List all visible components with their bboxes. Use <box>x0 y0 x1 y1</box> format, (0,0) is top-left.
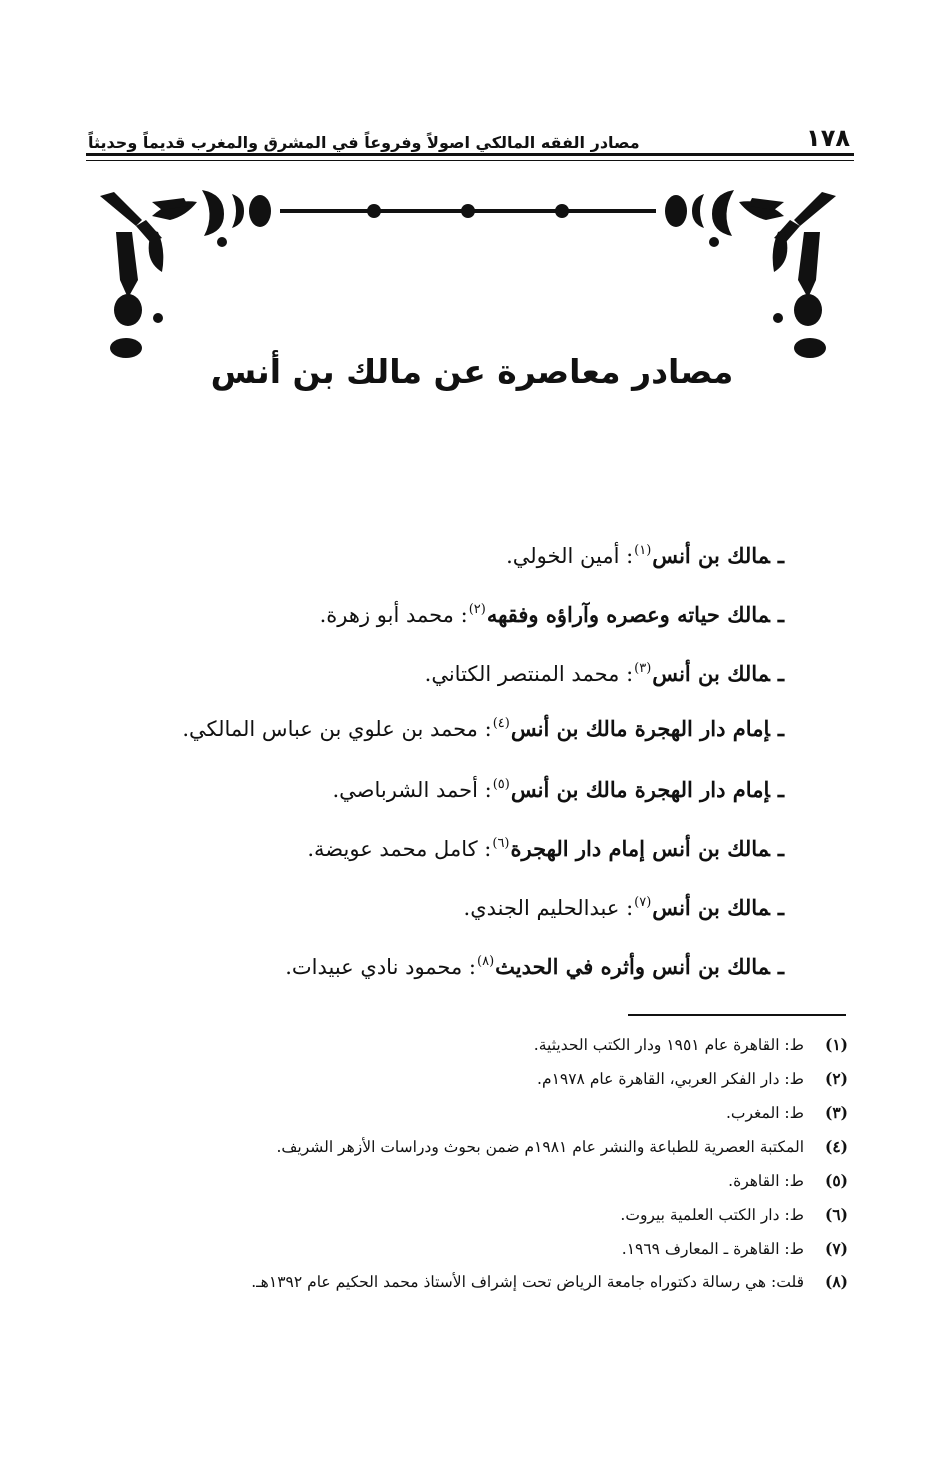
footnote-ref: (٨) <box>477 954 495 969</box>
footnote <box>96 1028 848 1062</box>
footnote-text: ط: دار الكتب العلمية بيروت. <box>620 1206 804 1224</box>
footnote-text: ط: القاهرة ـ المعارف ١٩٦٩. <box>621 1240 804 1258</box>
footnote-number: (٢) <box>824 1069 848 1088</box>
footnote-number: (٨) <box>824 1272 848 1291</box>
list-item: ـمالك حياته وعصره وآراؤه وفقهه$^{(٢)}$: محمد أبو زهرة. <box>319 602 784 627</box>
entry-title: مالك حياته وعصره وآراؤه وفقهه <box>486 602 770 627</box>
list-item: ـمالك بن أنس$^{(١)}$: أمين الخولي. <box>506 543 784 568</box>
footnote-ref: (٢) <box>468 602 486 617</box>
footnote-ref: (٦) <box>492 836 510 851</box>
entry-title: مالك بن أنس وأثره في الحديث <box>495 954 770 979</box>
list-item: ـمالك بن أنس$^{(٧)}$: عبدالحليم الجندي. <box>463 895 784 920</box>
header-rule-thick <box>86 153 854 156</box>
footnote-number: (٥) <box>824 1171 848 1190</box>
footnote <box>96 1130 848 1164</box>
footnote-number: (٤) <box>824 1137 848 1156</box>
footnote <box>96 1164 848 1198</box>
footnote <box>96 1232 848 1266</box>
footnote <box>96 1266 848 1298</box>
entries-list <box>94 524 844 994</box>
list-item: ـمالك بن أنس إمام دار الهجرة$^{(٦)}$: كامل محمد عويضة. <box>307 836 784 861</box>
running-title: مصادر الفقه المالكي اصولاً وفروعاً في المشرق والمغرب قديماً وحديثاً <box>88 133 640 152</box>
list-item: ـمالك بن أنس وأثره في الحديث$^{(٨)}$: محمود نادي عبيدات. <box>285 954 784 979</box>
footnote-ref: (٧) <box>634 895 652 910</box>
entry-author: : محمود نادي عبيدات. <box>285 955 476 979</box>
footnote-ref: (٤) <box>492 716 510 731</box>
footnote-ref: (١) <box>634 543 652 558</box>
footnote-separator <box>628 1014 846 1016</box>
entry-title: إمام دار الهجرة مالك بن أنس <box>510 777 770 802</box>
entry-title: مالك بن أنس إمام دار الهجرة <box>510 836 770 861</box>
list-item: ـمالك بن أنس$^{(٣)}$: محمد المنتصر الكتاني. <box>424 661 784 686</box>
entry-author: : كامل محمد عويضة. <box>307 837 492 861</box>
footnote-ref: (٣) <box>634 661 652 676</box>
footnote <box>96 1062 848 1096</box>
footnote-text: المكتبة العصرية للطباعة والنشر عام ١٩٨١م ضمن بحوث ودراسات الأزهر الشريف. <box>276 1138 804 1156</box>
footnote-text: قلت: هي رسالة دكتوراه جامعة الرياض تحت إشراف الأستاذ محمد الحكيم عام ١٣٩٢هـ. <box>251 1273 804 1291</box>
footnote-text: ط: القاهرة. <box>728 1172 804 1190</box>
footnotes <box>96 1028 848 1298</box>
footnote-ref: (٥) <box>492 777 510 792</box>
footnote-number: (٣) <box>824 1103 848 1122</box>
entry-author: : عبدالحليم الجندي. <box>463 896 634 920</box>
footnote <box>96 1198 848 1232</box>
entry-title: إمام دار الهجرة مالك بن أنس <box>510 716 770 741</box>
footnote-number: (٧) <box>824 1239 848 1258</box>
page-number: ١٧٨ <box>806 124 850 152</box>
header-rule-thin <box>86 160 854 161</box>
running-header <box>88 112 850 152</box>
entry-author: : محمد أبو زهرة. <box>319 603 468 627</box>
footnote <box>96 1096 848 1130</box>
footnote-text: ط: المغرب. <box>725 1104 804 1122</box>
footnote-number: (٦) <box>824 1205 848 1224</box>
entry-title: مالك بن أنس <box>652 895 770 920</box>
footnote-text: ط: القاهرة عام ١٩٥١ ودار الكتب الحديثية. <box>533 1036 804 1054</box>
list-item: ـإمام دار الهجرة مالك بن أنس$^{(٤)}$: محمد بن علوي بن عباس المالكي. <box>182 716 784 741</box>
chapter-title: مصادر معاصرة عن مالك بن أنس <box>210 352 734 391</box>
entry-author: : محمد المنتصر الكتاني. <box>424 662 634 686</box>
list-item: ـإمام دار الهجرة مالك بن أنس$^{(٥)}$: أحمد الشرباصي. <box>332 777 784 802</box>
entry-title: مالك بن أنس <box>652 661 770 686</box>
footnote-number: (١) <box>824 1035 848 1054</box>
entry-author: : أمين الخولي. <box>506 544 634 568</box>
entry-author: : أحمد الشرباصي. <box>332 778 492 802</box>
footnote-text: ط: دار الفكر العربي، القاهرة عام ١٩٧٨م. <box>537 1070 804 1088</box>
entry-author: : محمد بن علوي بن عباس المالكي. <box>182 717 492 741</box>
entry-title: مالك بن أنس <box>652 543 770 568</box>
floral-corner-ornament-icon <box>92 180 844 370</box>
